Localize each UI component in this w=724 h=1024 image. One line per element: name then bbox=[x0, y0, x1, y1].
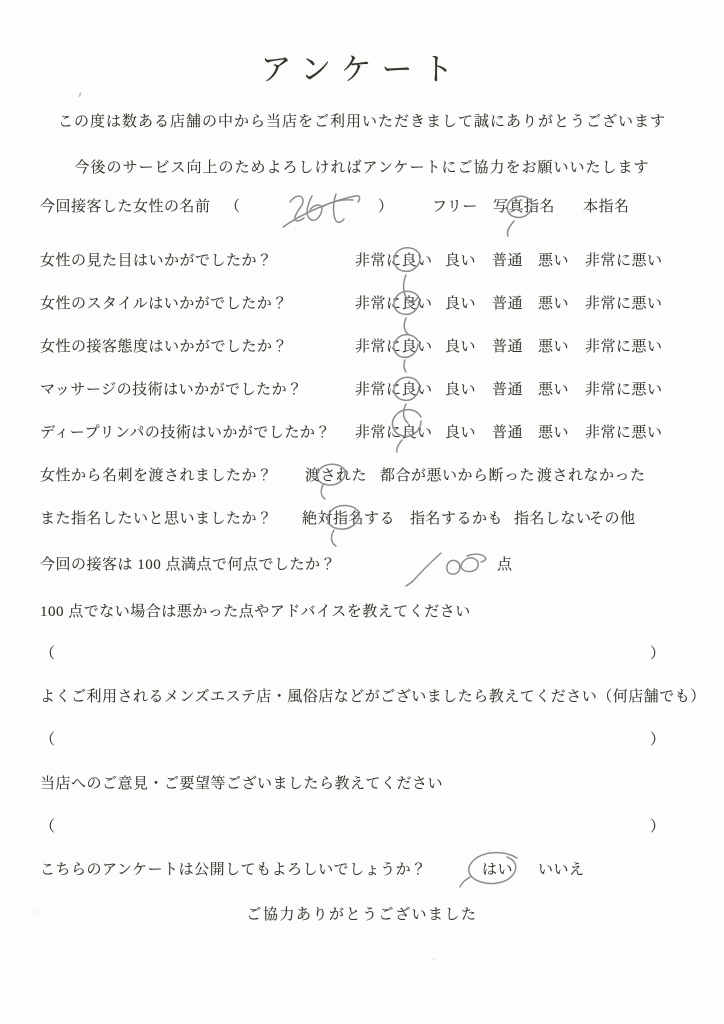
paren-close: ） bbox=[650, 646, 666, 662]
option-yes: はい bbox=[482, 862, 514, 878]
scan-speck bbox=[431, 958, 436, 960]
score-unit: 点 bbox=[497, 557, 513, 573]
option-not-received: 渡されなかった bbox=[537, 468, 646, 484]
question-appearance-row bbox=[40, 251, 684, 273]
paren-close: ） bbox=[650, 732, 666, 748]
footer-thanks: ご協力ありがとうございました bbox=[246, 907, 478, 923]
question-advice-label: 100 点でない場合は悪かった点やアドバイスを教えてください bbox=[40, 604, 471, 620]
option-definitely-nominate: 絶対指名する bbox=[302, 511, 396, 527]
option-very-good: 非常に良い bbox=[355, 253, 433, 269]
option-very-bad: 非常に悪い bbox=[585, 296, 663, 312]
question-massage-row bbox=[40, 380, 684, 402]
page-title: アンケート bbox=[260, 52, 464, 87]
question-massage-label: マッサージの技術はいかがでしたか？ bbox=[40, 382, 303, 398]
question-opinion-label: 当店へのご意見・ご要望等ございましたら教えてください bbox=[40, 776, 444, 792]
option-bad: 悪い bbox=[538, 382, 570, 398]
question-name-label: 今回接客した女性の名前 bbox=[40, 199, 211, 215]
question-attitude-row bbox=[40, 337, 684, 359]
option-maybe-nominate: 指名するかも bbox=[410, 511, 504, 527]
option-declined: 都合が悪いから断った bbox=[380, 468, 536, 484]
option-normal: 普通 bbox=[492, 253, 524, 269]
question-publish-row bbox=[40, 860, 684, 882]
option-good: 良い bbox=[445, 339, 477, 355]
paren-open: （ bbox=[40, 819, 56, 835]
option-very-bad: 非常に悪い bbox=[585, 382, 663, 398]
intro-line-1: この度は数ある店舗の中から当店をご利用いただきまして誠にありがとうございます bbox=[57, 114, 666, 130]
paren-open: （ bbox=[225, 199, 241, 215]
question-appearance-label: 女性の見た目はいかがでしたか？ bbox=[40, 253, 273, 269]
paren-close: ） bbox=[650, 819, 666, 835]
paren-open: （ bbox=[40, 732, 56, 748]
option-bad: 悪い bbox=[538, 339, 570, 355]
option-received: 渡された bbox=[305, 468, 368, 484]
option-very-good: 非常に良い bbox=[355, 339, 433, 355]
option-good: 良い bbox=[445, 425, 477, 441]
option-normal: 普通 bbox=[492, 382, 524, 398]
option-bad: 悪い bbox=[538, 296, 570, 312]
question-repeat-label: また指名したいと思いましたか？ bbox=[40, 511, 273, 527]
option-bad: 悪い bbox=[538, 425, 570, 441]
question-lymph-label: ディープリンパの技術はいかがでしたか？ bbox=[40, 425, 331, 441]
question-card-label: 女性から名刺を渡されましたか？ bbox=[40, 468, 273, 484]
shops-answer-line bbox=[40, 730, 684, 752]
option-very-bad: 非常に悪い bbox=[585, 339, 663, 355]
option-no: いいえ bbox=[538, 862, 585, 878]
option-very-good: 非常に良い bbox=[355, 296, 433, 312]
option-good: 良い bbox=[445, 253, 477, 269]
intro-line-2: 今後のサービス向上のためよろしければアンケートにご協力をお願いいたします bbox=[74, 160, 650, 176]
option-good: 良い bbox=[445, 296, 477, 312]
advice-answer-line bbox=[40, 644, 684, 666]
scan-speck bbox=[78, 92, 81, 97]
option-other: その他 bbox=[589, 511, 636, 527]
question-style-label: 女性のスタイルはいかがでしたか？ bbox=[40, 296, 288, 312]
option-free: フリー bbox=[432, 199, 478, 215]
option-good: 良い bbox=[445, 382, 477, 398]
question-score-row bbox=[40, 555, 684, 577]
option-bad: 悪い bbox=[538, 253, 570, 269]
option-photo-shimei: 写真指名 bbox=[493, 199, 556, 215]
option-very-bad: 非常に悪い bbox=[585, 425, 663, 441]
option-very-good: 非常に良い bbox=[355, 425, 433, 441]
question-lymph-row bbox=[40, 423, 684, 445]
question-shops-label: よくご利用されるメンズエステ店・風俗店などがございましたら教えてください（何店舗でも） bbox=[40, 689, 706, 705]
question-style-row bbox=[40, 294, 684, 316]
option-normal: 普通 bbox=[492, 425, 524, 441]
question-attitude-label: 女性の接客態度はいかがでしたか？ bbox=[40, 339, 289, 355]
paren-close: ） bbox=[378, 199, 394, 215]
option-hon-shimei: 本指名 bbox=[583, 199, 630, 215]
question-card-row bbox=[40, 466, 684, 488]
option-normal: 普通 bbox=[492, 339, 524, 355]
scan-speck bbox=[33, 911, 36, 913]
question-repeat-row bbox=[40, 509, 684, 531]
question-publish-label: こちらのアンケートは公開してもよろしいでしょうか？ bbox=[40, 862, 427, 878]
option-no-nominate: 指名しない bbox=[514, 511, 592, 527]
question-name-row bbox=[40, 197, 684, 219]
option-very-good: 非常に良い bbox=[355, 382, 433, 398]
option-very-bad: 非常に悪い bbox=[585, 253, 663, 269]
question-score-label: 今回の接客は 100 点満点で何点でしたか？ bbox=[40, 557, 337, 573]
option-normal: 普通 bbox=[492, 296, 524, 312]
paren-open: （ bbox=[40, 646, 56, 662]
opinion-answer-line bbox=[40, 817, 684, 839]
